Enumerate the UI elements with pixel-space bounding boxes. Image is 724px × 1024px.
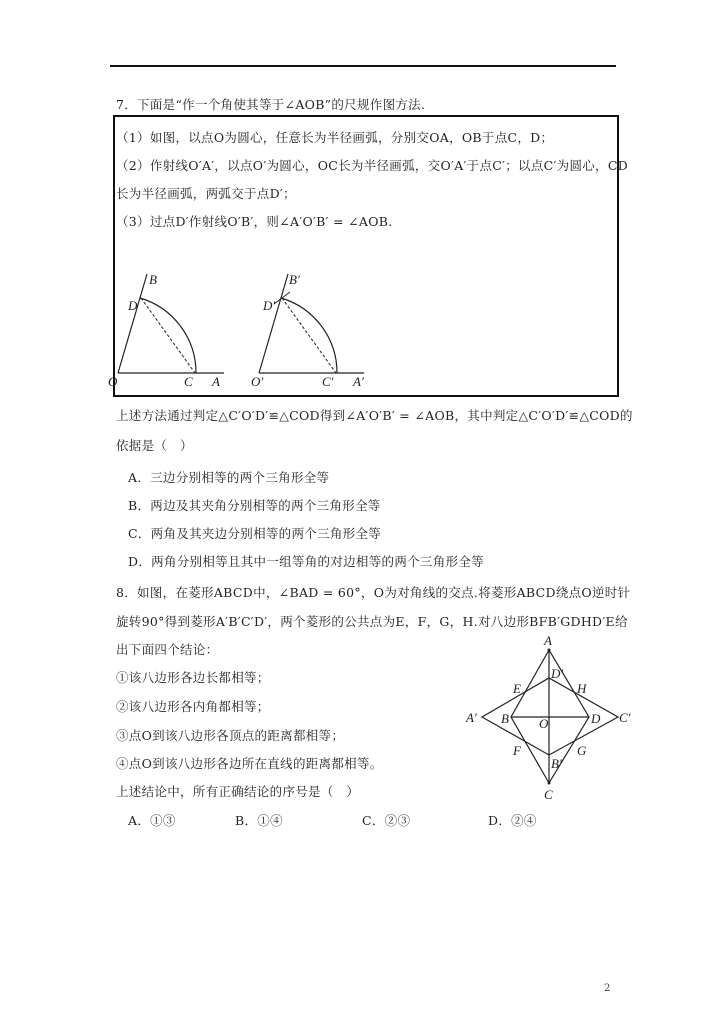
q7-figure-right xyxy=(251,272,364,389)
label-d: D xyxy=(128,298,138,313)
label-a: A xyxy=(544,633,552,648)
label-d: D xyxy=(591,711,601,726)
q7-figure-left xyxy=(108,272,224,389)
label-c-prime: C′ xyxy=(619,710,631,725)
label-o-prime: O′ xyxy=(251,374,264,389)
q8-conclusion-2: ②该八边形各内角都相等； xyxy=(116,699,270,714)
label-o: O xyxy=(539,716,549,731)
q7-option-d: D．两角分别相等且其中一组等角的对边相等的两个三角形全等 xyxy=(128,554,484,569)
q7-title: 7．下面是“作一个角使其等于∠AOB”的尺规作图方法. xyxy=(116,97,426,112)
q8-figure xyxy=(455,630,640,805)
label-b: B xyxy=(149,272,157,287)
q8-conclusion-3: ③点O到该八边形各顶点的距离都相等； xyxy=(116,728,345,743)
point-a xyxy=(548,649,551,652)
q8-question: 上述结论中，所有正确结论的序号是（ ） xyxy=(116,784,360,799)
q8-line-1: 8．如图，在菱形ABCD中，∠BAD = 60°，O为对角线的交点.将菱形ABCD绕点O逆时针 xyxy=(116,585,631,600)
label-d-prime: D′ xyxy=(263,298,276,313)
label-b-prime: B′ xyxy=(551,756,562,771)
label-c: C xyxy=(184,374,193,389)
label-c: C xyxy=(544,787,553,802)
q7-option-c: C．两角及其夹边分别相等的两个三角形全等 xyxy=(128,526,382,541)
label-a-prime: A′ xyxy=(466,710,477,725)
q8-option-c: C．②③ xyxy=(362,813,411,828)
label-h: H xyxy=(577,681,587,696)
label-f: F xyxy=(513,743,521,758)
label-o: O xyxy=(108,374,118,389)
header-rule xyxy=(110,65,616,67)
label-c-prime: C′ xyxy=(322,374,334,389)
label-b: B xyxy=(501,711,509,726)
q7-option-b: B．两边及其夹角分别相等的两个三角形全等 xyxy=(128,498,381,513)
q8-conclusion-1: ①该八边形各边长都相等； xyxy=(116,670,270,685)
page-number: 2 xyxy=(604,983,611,994)
label-a-prime: A′ xyxy=(353,374,364,389)
label-b-prime: B′ xyxy=(289,272,300,287)
q8-option-b: B．①④ xyxy=(235,813,283,828)
q7-step-1: （1）如图，以点O为圆心，任意长为半径画弧，分别交OA，OB于点C，D； xyxy=(116,130,554,145)
label-e: E xyxy=(513,681,521,696)
q7-step-2: （2）作射线O′A′，以点O′为圆心，OC长为半径画弧，交O′A′于点C′；以点C′为圆心，CD xyxy=(116,158,629,173)
q7-question-line-2: 依据是（ ） xyxy=(116,438,193,453)
ray-ob xyxy=(118,274,147,373)
label-a: A xyxy=(212,374,220,389)
q7-step-3: （3）过点D′作射线O′B′，则∠A′O′B′ = ∠AOB. xyxy=(116,214,393,229)
q7-step-2-cont: 长为半径画弧，两弧交于点D′； xyxy=(116,186,296,201)
q8-line-2: 旋转90°得到菱形A′B′C′D′，两个菱形的公共点为E，F，G，H.对八边形BFB′GDHD′E给 xyxy=(116,614,628,629)
q7-option-a: A．三边分别相等的两个三角形全等 xyxy=(128,470,330,485)
label-d-prime: D′ xyxy=(551,666,564,681)
point-c xyxy=(548,782,551,785)
q8-line-3: 出下面四个结论： xyxy=(116,642,219,657)
q8-option-a: A．①③ xyxy=(128,813,176,828)
q7-question-line-1: 上述方法通过判定△C′O′D′≌△COD得到∠A′O′B′ = ∠AOB，其中判定△C′O′D′≌△COD的 xyxy=(116,408,633,423)
label-g: G xyxy=(577,743,587,758)
ray-o2b2 xyxy=(259,274,288,373)
q7-figures xyxy=(100,260,420,395)
q8-conclusion-4: ④点O到该八边形各边所在直线的距离都相等。 xyxy=(116,756,383,771)
q8-option-d: D．②④ xyxy=(488,813,537,828)
